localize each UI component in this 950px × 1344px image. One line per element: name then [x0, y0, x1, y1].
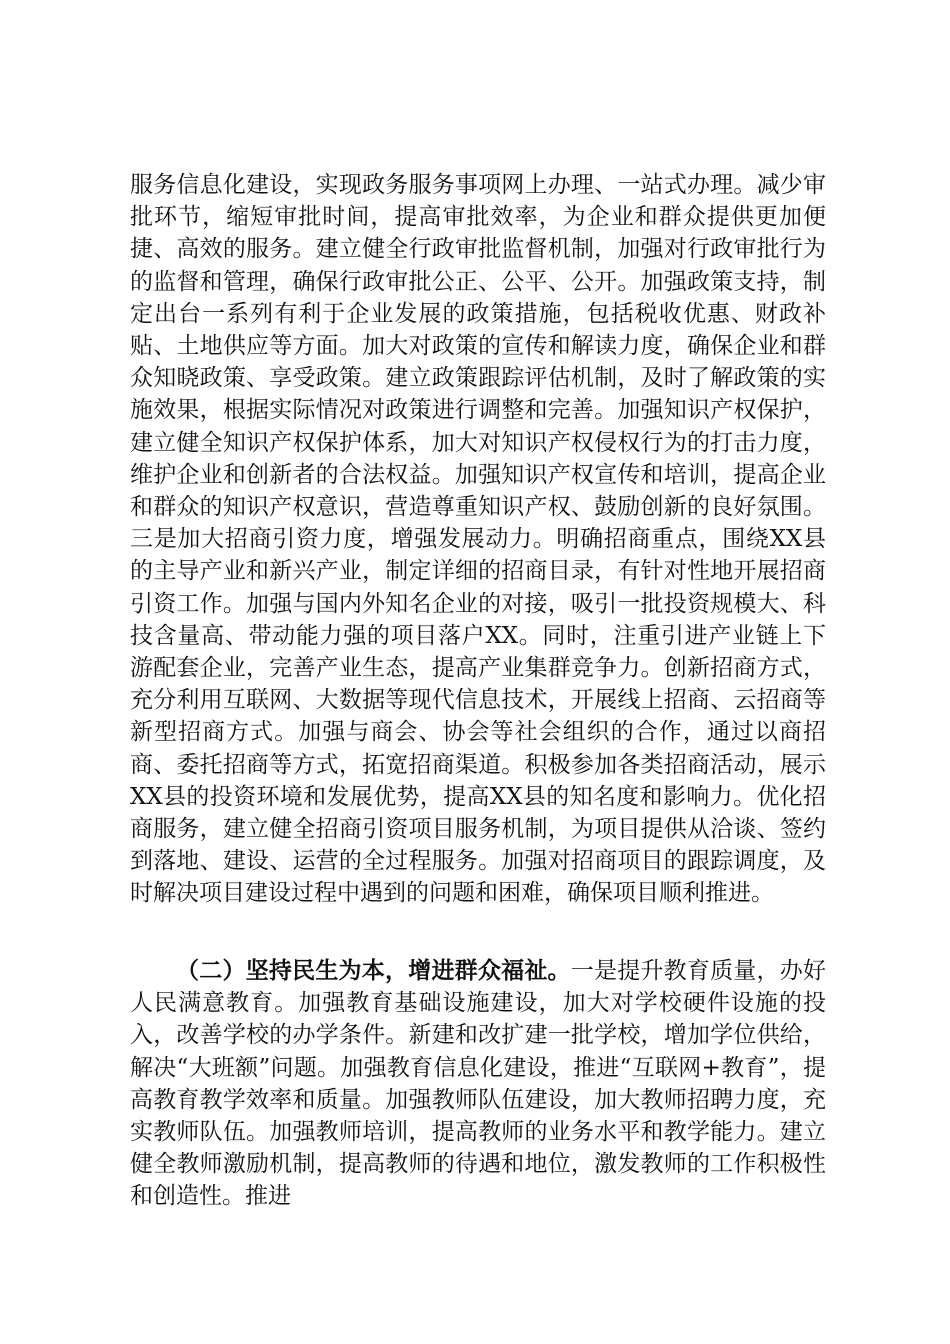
body-paragraph-section-two	[130, 955, 826, 1213]
paragraph-text: 一是提升教育质量，办好人民满意教育。加强教育基础设施建设，加大对学校硬件设施的投入，改善学校的办学条件。新建和改扩建一批学校，增加学位供给，解决“大班额”问题。加强教育信息化建设，推进“互联网+教育”，提高教育教学效率和质量。加强教师队伍建设，加大教师招聘力度，充实教师队伍。加强教师培训，提高教师的业务水平和教学能力。建立健全教师激励机制，提高教师的待遇和地位，激发教师的工作积极性和创造性。推进	[130, 958, 827, 1210]
section-heading: （二）坚持民生为本，增进群众福祉。	[176, 957, 571, 984]
paragraph-text: 服务信息化建设，实现政务服务事项网上办理、一站式办理。减少审批环节，缩短审批时间，提高审批效率，为企业和群众提供更加便捷、高效的服务。建立健全行政审批监督机制，加强对行政审批行为的监督和管理，确保行政审批公正、公平、公开。加强政策支持，制定出台一系列有利于企业发展的政策措施，包括税收优惠、财政补贴、土地供应等方面。加大对政策的宣传和解读力度，确保企业和群众知晓政策、享受政策。建立政策跟踪评估机制，及时了解政策的实施效果，根据实际情况对政策进行调整和完善。加强知识产权保护，建立健全知识产权保护体系，加大对知识产权侵权行为的打击力度，维护企业和创新者的合法权益。加强知识产权宣传和培训，提高企业和群众的知识产权意识，营造尊重知识产权、鼓励创新的良好氛围。三是加大招商引资力度，增强发展动力。明确招商重点，围绕XX县的主导产业和新兴产业，制定详细的招商目录，有针对性地开展招商引资工作。加强与国内外知名企业的对接，吸引一批投资规模大、科技含量高、带动能力强的项目落户XX。同时，注重引进产业链上下游配套企业，完善产业生态，提高产业集群竞争力。创新招商方式，充分利用互联网、大数据等现代信息技术，开展线上招商、云招商等新型招商方式。加强与商会、协会等社会组织的合作，通过以商招商、委托招商等方式，拓宽招商渠道。积极参加各类招商活动，展示XX县的投资环境和发展优势，提高XX县的知名度和影响力。优化招商服务，建立健全招商引资项目服务机制，为项目提供从洽谈、签约到落地、建设、运营的全过程服务。加强对招商项目的跟踪调度，及时解决项目建设过程中遇到的问题和困难，确保项目顺利推进。	[130, 172, 826, 907]
body-paragraph-continued	[130, 169, 826, 910]
